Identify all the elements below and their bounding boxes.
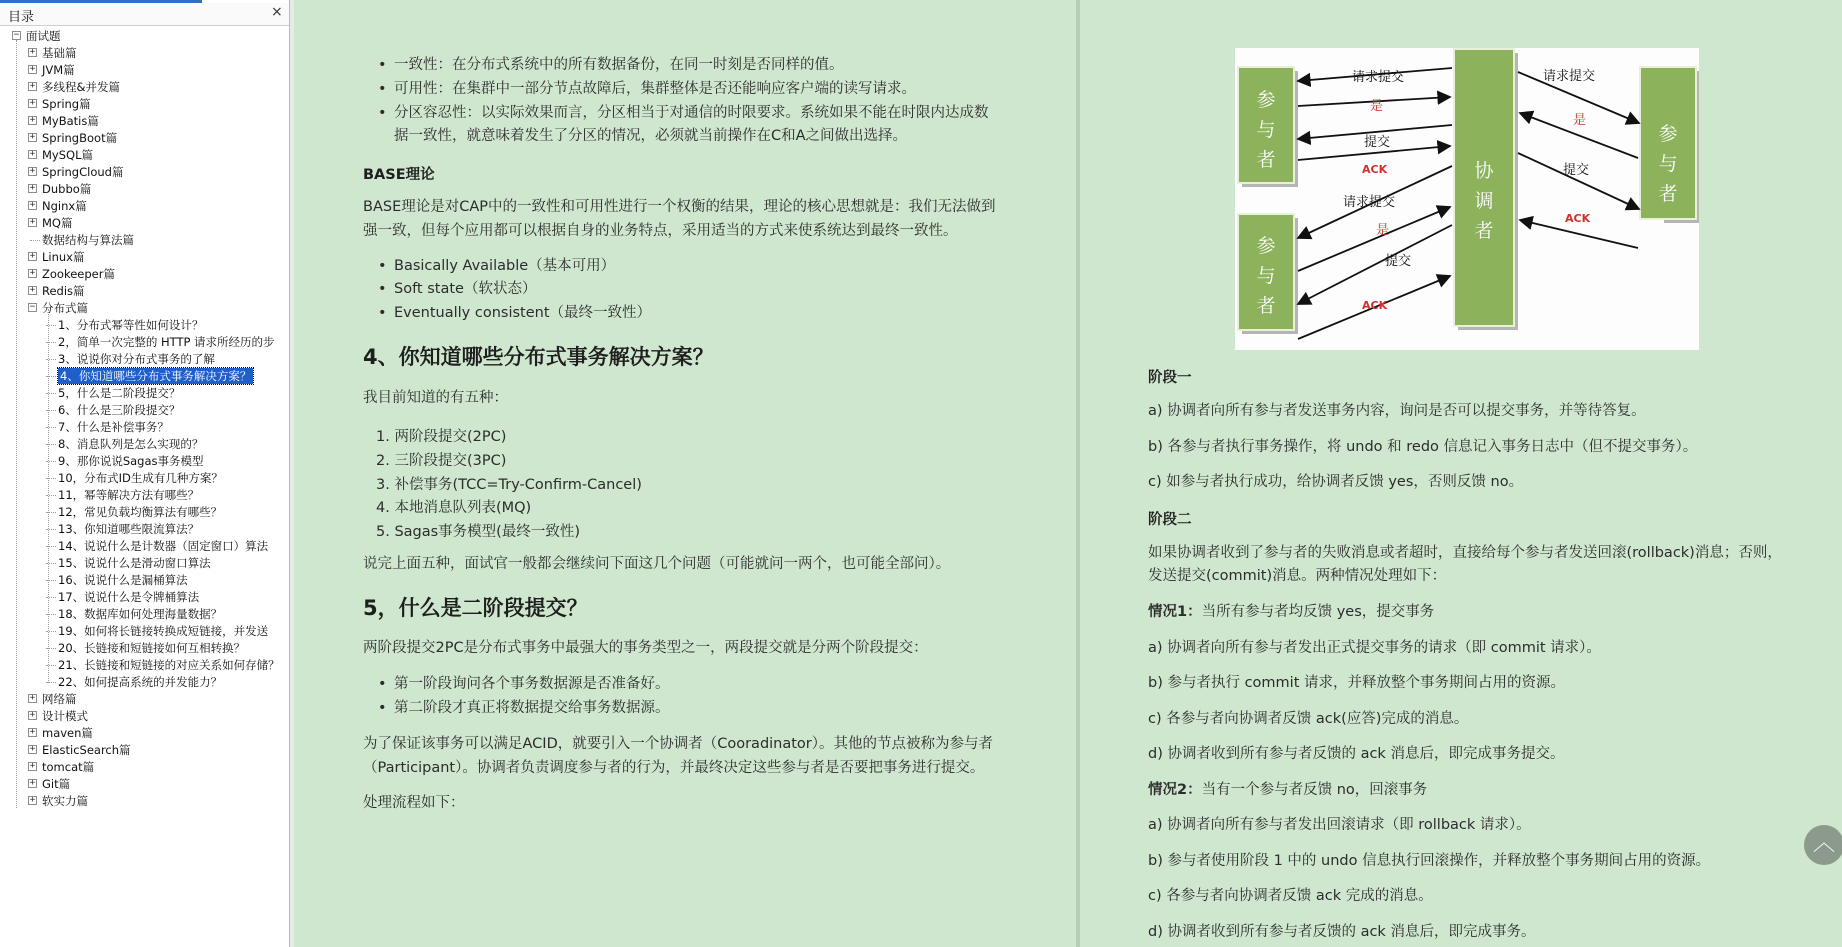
toc-label: 7、什么是补偿事务？ [58,420,169,434]
expand-icon[interactable]: + [29,693,36,703]
expand-icon[interactable]: + [29,166,36,176]
question-heading: 5，什么是二阶段提交？ [363,596,588,620]
arrow-yes [1298,207,1450,271]
list-item-cont: 据一致性，就意味着发生了分区的情况，必须就当前操作在C和A之间做出选择。 [394,128,908,144]
participant-label: 者 [1256,149,1276,171]
paragraph-line: BASE理论是对CAP中的一致性和可用性进行一个权衡的结果，理论的核心思想就是：我们无法做到 [363,199,996,215]
toc-label: 4、你知道哪些分布式事务解决方案？ [60,369,252,383]
collapse-icon[interactable]: − [13,30,20,40]
tree-connector [48,309,49,683]
expand-icon[interactable]: + [29,115,36,125]
expand-icon[interactable]: + [29,727,36,737]
toc-label: 13、你知道哪些限流算法？ [58,522,200,536]
paragraph-line: c) 如参与者执行成功，给协调者反馈 yes，否则反馈 no。 [1148,474,1524,490]
toc-label: 面试题 [26,29,61,43]
expand-icon[interactable]: + [29,200,36,210]
case-line [1148,778,1427,802]
toc-label: 10，分布式ID生成有几种方案？ [58,471,223,485]
paragraph-line: b) 参与者执行 commit 请求，并释放整个事务期间占用的资源。 [1148,675,1565,691]
toc-label: 11，幂等解决方法有哪些？ [58,488,200,502]
expand-icon[interactable]: + [29,98,36,108]
close-icon[interactable]: × [271,4,283,20]
diagram-svg [1235,48,1699,350]
participant-label: 与 [1256,265,1276,287]
list-item: • 一致性：在分布式系统中的所有数据备份，在同一时刻是否同样的值。 [394,53,844,77]
case-line [1148,600,1434,624]
label-yes: 是 [1376,223,1390,238]
expand-icon[interactable]: + [29,744,36,754]
list-item: • 可用性：在集群中一部分节点故障后，集群整体是否还能响应客户端的读写请求。 [394,77,916,101]
paragraph-line: 处理流程如下： [363,795,465,811]
label-commit: 提交 [1563,163,1590,178]
arrow-commit [1298,225,1452,304]
toc-label: Nginx篇 [42,199,87,213]
toc-label: 5，什么是二阶段提交？ [58,386,181,400]
expand-icon[interactable]: + [29,251,36,261]
paragraph-line: a) 协调者向所有参与者发出回滚请求（即 rollback 请求）。 [1148,817,1531,833]
paragraph-line: c) 各参与者向协调者反馈 ack 完成的消息。 [1148,888,1433,904]
expand-icon[interactable]: + [29,149,36,159]
label-request-commit: 请求提交 [1352,70,1405,85]
label-ack: ACK [1362,299,1388,312]
toc-label: tomcat篇 [42,760,95,774]
expand-icon[interactable]: + [29,268,36,278]
toc-label: Git篇 [42,777,71,791]
toc-label: 16、说说什么是漏桶算法 [58,573,188,587]
list-item: • 第二阶段才真正将数据提交给事务数据源。 [394,696,670,720]
list-item: • Soft state（软状态） [394,277,536,301]
toc-label: Zookeeper篇 [42,267,115,281]
toc-label: 8、消息队列是怎么实现的？ [58,437,204,451]
paragraph-line: a) 协调者向所有参与者发出正式提交事务的请求（即 commit 请求）。 [1148,640,1601,656]
list-item: • 第一阶段询问各个事务数据源是否准备好。 [394,672,670,696]
label-request-commit: 请求提交 [1543,69,1596,84]
toc-label: 21、长链接和短链接的对应关系如何存储？ [58,658,280,672]
ordered-item: 2. 三阶段提交(3PC) [376,453,507,469]
toc-label: Redis篇 [42,284,85,298]
expand-icon[interactable]: + [29,778,36,788]
paragraph-line: a) 协调者向所有参与者发送事务内容，询问是否可以提交事务，并等待答复。 [1148,403,1646,419]
paragraph-line: c) 各参与者向协调者反馈 ack(应答)完成的消息。 [1148,711,1469,727]
list-item: • Basically Available（基本可用） [394,254,615,278]
toc-label: 14、说说什么是计数器（固定窗口）算法 [58,539,269,553]
participant-label: 与 [1256,119,1276,141]
paragraph-line: 强一致，但每个应用都可以根据自身的业务特点，采用适当的方式来使系统达到最终一致性。 [363,223,958,239]
toc-label: 20、长链接和短链接如何互相转换？ [58,641,246,655]
toc-label: 软实力篇 [42,794,88,808]
toc-header [0,3,290,26]
toc-category[interactable] [0,791,290,811]
toc-label: Linux篇 [42,250,85,264]
case-text: 当所有参与者均反馈 yes，提交事务 [1201,604,1435,620]
coordinator-label: 调 [1474,190,1494,212]
expand-icon[interactable]: + [29,761,36,771]
two-phase-commit-diagram [1235,48,1699,350]
label-ack: ACK [1362,163,1388,176]
toc-label: 12，常见负载均衡算法有哪些？ [58,505,223,519]
coordinator-box [1454,49,1514,326]
case-label: 情况2： [1148,782,1202,798]
toc-label: 网络篇 [42,692,77,706]
toc-panel [0,0,290,947]
toc-label: 22、如何提高系统的并发能力？ [58,675,223,689]
ordered-item: 1. 两阶段提交(2PC) [376,429,507,445]
question-heading: 4、你知道哪些分布式事务解决方案？ [363,345,714,369]
arrow-up-icon: ︿ [1812,831,1835,856]
paragraph-line: d) 协调者收到所有参与者反馈的 ack 消息后，即完成事务。 [1148,924,1536,940]
toc-label: MyBatis篇 [42,114,99,128]
label-ack: ACK [1565,212,1591,225]
expand-icon[interactable]: + [29,132,36,142]
participant-label: 与 [1658,153,1678,175]
paragraph-line: 发送提交(commit)消息。两种情况处理如下： [1148,568,1447,584]
toc-label: Spring篇 [42,97,91,111]
phase-heading: 阶段一 [1148,370,1192,386]
participant-label: 者 [1256,295,1276,317]
list-item: • Eventually consistent（最终一致性） [394,301,651,325]
toc-label: 2，简单一次完整的 HTTP 请求所经历的步 [58,335,275,349]
toc-label: SpringBoot篇 [42,131,118,145]
paragraph-line: b) 参与者使用阶段 1 中的 undo 信息执行回滚操作，并释放整个事务期间占用的资源。 [1148,853,1711,869]
list-item: • 分区容忍性：以实际效果而言，分区相当于对通信的时限要求。系统如果不能在时限内达成数 [394,101,989,125]
tree-connector [30,240,40,241]
paragraph-line: 说完上面五种，面试官一般都会继续问下面这几个问题（可能就问一两个，也可能全部问）。 [363,556,951,572]
label-commit: 提交 [1364,135,1391,150]
toc-label: 基础篇 [42,46,77,60]
toc-label: 设计模式 [42,709,88,723]
participant-label: 参 [1256,235,1276,257]
label-commit: 提交 [1385,254,1412,269]
toc-label: 1、分布式幂等性如何设计？ [58,318,204,332]
toc-label: 18、数据库如何处理海量数据？ [58,607,223,621]
paragraph-line: 我目前知道的有五种： [363,390,508,406]
toc-label: 多线程&并发篇 [42,80,120,94]
expand-icon[interactable]: + [29,795,36,805]
ordered-item: 5. Sagas事务模型(最终一致性) [376,524,580,540]
toc-label: JVM篇 [42,63,75,77]
participant-label: 参 [1658,123,1678,145]
phase-heading: 阶段二 [1148,512,1192,528]
toc-title: 目录 [8,10,35,25]
toc-label: MySQL篇 [42,148,93,162]
toc-label: 3、说说你对分布式事务的了解 [58,352,215,366]
paragraph-line: （Participant）。协调者负责调度参与者的行为，并最终决定这些参与者是否要把事务进行提交。 [363,760,985,776]
paragraph-line: d) 协调者收到所有参与者反馈的 ack 消息后，即完成事务提交。 [1148,746,1565,762]
paragraph-line: 为了保证该事务可以满足ACID，就要引入一个协调者（Cooradinator）。其他的节点被称为参与者 [363,736,994,752]
toc-label: maven篇 [42,726,93,740]
participant-label: 参 [1256,89,1276,111]
paragraph-line: 如果协调者收到了参与者的失败消息或者超时，直接给每个参与者发送回滚(rollback)消息；否则， [1148,545,1782,561]
ordered-item: 4. 本地消息队列表(MQ) [376,500,532,516]
toc-label: 分布式篇 [42,301,88,315]
coordinator-label: 协 [1474,160,1494,182]
tree-connector [16,40,17,808]
toc-label: 15、说说什么是滑动窗口算法 [58,556,211,570]
toc-label: MQ篇 [42,216,73,230]
toc-label: 17、说说什么是令牌桶算法 [58,590,200,604]
scroll-to-top-button[interactable] [1804,825,1842,865]
expand-icon[interactable]: + [29,710,36,720]
section-heading: BASE理论 [363,167,435,183]
expand-icon[interactable]: + [29,217,36,227]
paragraph-line: b) 各参与者执行事务操作，将 undo 和 redo 信息记入事务日志中（但不提交事务）。 [1148,439,1698,455]
case-label: 情况1： [1148,604,1202,620]
expand-icon[interactable]: + [29,64,36,74]
toc-label: 9、那你说说Sagas事务模型 [58,454,204,468]
toc-tree [0,26,290,947]
toc-label: SpringCloud篇 [42,165,124,179]
label-yes: 是 [1573,113,1587,128]
label-request-commit: 请求提交 [1343,195,1396,210]
collapse-icon[interactable]: − [29,302,36,312]
case-text: 当有一个参与者反馈 no，回滚事务 [1201,782,1428,798]
ordered-item: 3. 补偿事务(TCC=Try-Confirm-Cancel) [376,477,642,493]
label-yes: 是 [1370,99,1384,114]
toc-label: 数据结构与算法篇 [42,233,134,247]
toc-label: 19、如何将长链接转换成短链接，并发送 [58,624,269,638]
participant-label: 者 [1658,183,1678,205]
paragraph-line: 两阶段提交2PC是分布式事务中最强大的事务类型之一，两段提交就是分两个阶段提交： [363,640,928,656]
document-page-left [294,0,1076,947]
expand-icon[interactable]: + [29,183,36,193]
toc-label: ElasticSearch篇 [42,743,131,757]
toc-label: Dubbo篇 [42,182,92,196]
expand-icon[interactable]: + [29,81,36,91]
expand-icon[interactable]: + [29,47,36,57]
arrow-commit [1518,153,1639,209]
expand-icon[interactable]: + [29,285,36,295]
toc-label: 6、什么是三阶段提交？ [58,403,181,417]
coordinator-label: 者 [1474,220,1494,242]
